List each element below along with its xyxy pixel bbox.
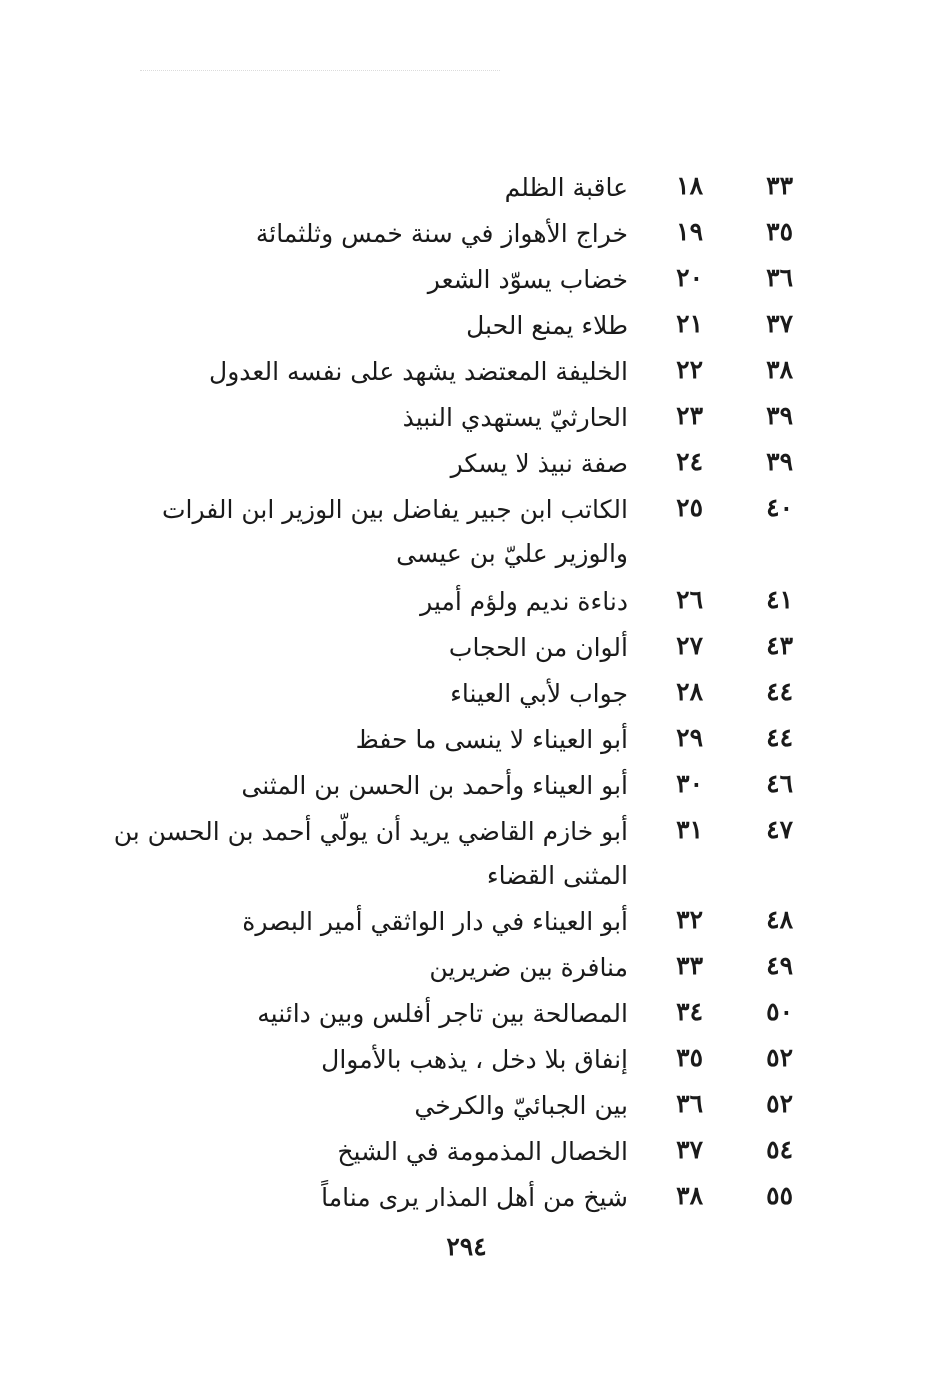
toc-title: صفة نبيذ لا يسكر	[450, 449, 628, 478]
toc-item-number: ٣١	[676, 815, 703, 844]
toc-item-number: ٢٩	[676, 723, 703, 752]
table-of-contents	[100, 166, 793, 1222]
toc-title: دناءة نديم ولؤم أمير	[420, 587, 628, 616]
toc-item-number: ٢٦	[676, 585, 703, 614]
toc-title: المصالحة بين تاجر أفلس وبين دائنيه	[257, 999, 628, 1028]
toc-item-number: ١٨	[676, 171, 703, 200]
toc-title: طلاء يمنع الحبل	[466, 311, 628, 340]
toc-page-number: ٣٥	[766, 217, 793, 246]
toc-page-number: ٣٣	[766, 171, 793, 200]
toc-page-number: ٤٣	[766, 631, 793, 660]
toc-title: أبو العيناء وأحمد بن الحسن بن المثنى	[241, 771, 628, 800]
toc-row	[100, 672, 793, 718]
toc-page-number: ٤٧	[766, 815, 793, 844]
toc-row	[100, 810, 793, 900]
toc-row	[100, 488, 793, 580]
toc-item-number: ٢٨	[676, 677, 703, 706]
toc-title: الخصال المذمومة في الشيخ	[337, 1137, 628, 1166]
toc-item-number: ١٩	[676, 217, 703, 246]
toc-row	[100, 1038, 793, 1084]
toc-item-number: ٣٠	[676, 769, 703, 798]
toc-page-number: ٥٢	[766, 1089, 793, 1118]
toc-title: جواب لأبي العيناء	[450, 679, 628, 708]
toc-row	[100, 350, 793, 396]
toc-page-number: ٥٠	[766, 997, 793, 1026]
toc-item-number: ٣٦	[676, 1089, 703, 1118]
toc-row	[100, 900, 793, 946]
toc-row	[100, 304, 793, 350]
toc-title: أبو خازم القاضي يريد أن يولّي أحمد بن الحسن بن المثنى القضاء	[113, 817, 628, 890]
toc-item-number: ٢٣	[676, 401, 703, 430]
toc-item-number: ٢٤	[676, 447, 703, 476]
toc-page-number: ٣٨	[766, 355, 793, 384]
toc-title: إنفاق بلا دخل ، يذهب بالأموال	[321, 1045, 628, 1074]
toc-row	[100, 1176, 793, 1222]
toc-item-number: ٣٣	[676, 951, 703, 980]
toc-page-number: ٤٠	[766, 493, 793, 522]
toc-row	[100, 212, 793, 258]
toc-title: منافرة بين ضريرين	[429, 953, 628, 982]
toc-title: الحارثيّ يستهدي النبيذ	[402, 403, 628, 432]
toc-row	[100, 764, 793, 810]
toc-item-number: ٣٧	[676, 1135, 703, 1164]
toc-title: بين الجبائيّ والكرخي	[414, 1091, 628, 1120]
toc-row	[100, 396, 793, 442]
page-number-footer: ٢٩٤	[446, 1232, 487, 1261]
toc-item-number: ٢٢	[676, 355, 703, 384]
toc-page-number: ٣٩	[766, 447, 793, 476]
toc-page-number: ٥٤	[766, 1135, 793, 1164]
toc-row	[100, 580, 793, 626]
toc-title: خراج الأهواز في سنة خمس وثلثمائة	[255, 219, 628, 248]
toc-item-number: ٢٥	[676, 493, 703, 522]
toc-page-number: ٥٢	[766, 1043, 793, 1072]
toc-page-number: ٥٥	[766, 1181, 793, 1210]
toc-row	[100, 166, 793, 212]
toc-title: خضاب يسوّد الشعر	[427, 265, 628, 294]
toc-title: الخليفة المعتضد يشهد على نفسه العدول	[209, 357, 628, 386]
toc-page-number: ٤٨	[766, 905, 793, 934]
toc-page-number: ٤١	[766, 585, 793, 614]
toc-page-number: ٤٤	[766, 723, 793, 752]
toc-row	[100, 946, 793, 992]
toc-title: عاقبة الظلم	[504, 173, 628, 202]
toc-row	[100, 992, 793, 1038]
toc-title: أبو العيناء لا ينسى ما حفظ	[355, 725, 628, 754]
toc-row	[100, 1084, 793, 1130]
toc-page-number: ٤٤	[766, 677, 793, 706]
toc-row	[100, 626, 793, 672]
toc-row	[100, 442, 793, 488]
toc-item-number: ٣٤	[676, 997, 703, 1026]
toc-title: أبو العيناء في دار الواثقي أمير البصرة	[242, 907, 628, 936]
scan-artifact	[140, 70, 500, 73]
toc-item-number: ٣٥	[676, 1043, 703, 1072]
toc-page-number: ٤٩	[766, 951, 793, 980]
toc-row	[100, 1130, 793, 1176]
toc-title: ألوان من الحجاب	[448, 633, 628, 662]
toc-page-number: ٣٩	[766, 401, 793, 430]
toc-title: شيخ من أهل المذار يرى مناماً	[321, 1183, 628, 1212]
toc-page-number: ٣٦	[766, 263, 793, 292]
toc-item-number: ٢٧	[676, 631, 703, 660]
toc-item-number: ٢١	[676, 309, 703, 338]
toc-page-number: ٣٧	[766, 309, 793, 338]
toc-page-number: ٤٦	[766, 769, 793, 798]
toc-title: الكاتب ابن جبير يفاضل بين الوزير ابن الفرات والوزير عليّ بن عيسى	[161, 495, 628, 568]
toc-row	[100, 258, 793, 304]
toc-item-number: ٢٠	[676, 263, 703, 292]
toc-row	[100, 718, 793, 764]
toc-item-number: ٣٢	[676, 905, 703, 934]
toc-item-number: ٣٨	[676, 1181, 703, 1210]
